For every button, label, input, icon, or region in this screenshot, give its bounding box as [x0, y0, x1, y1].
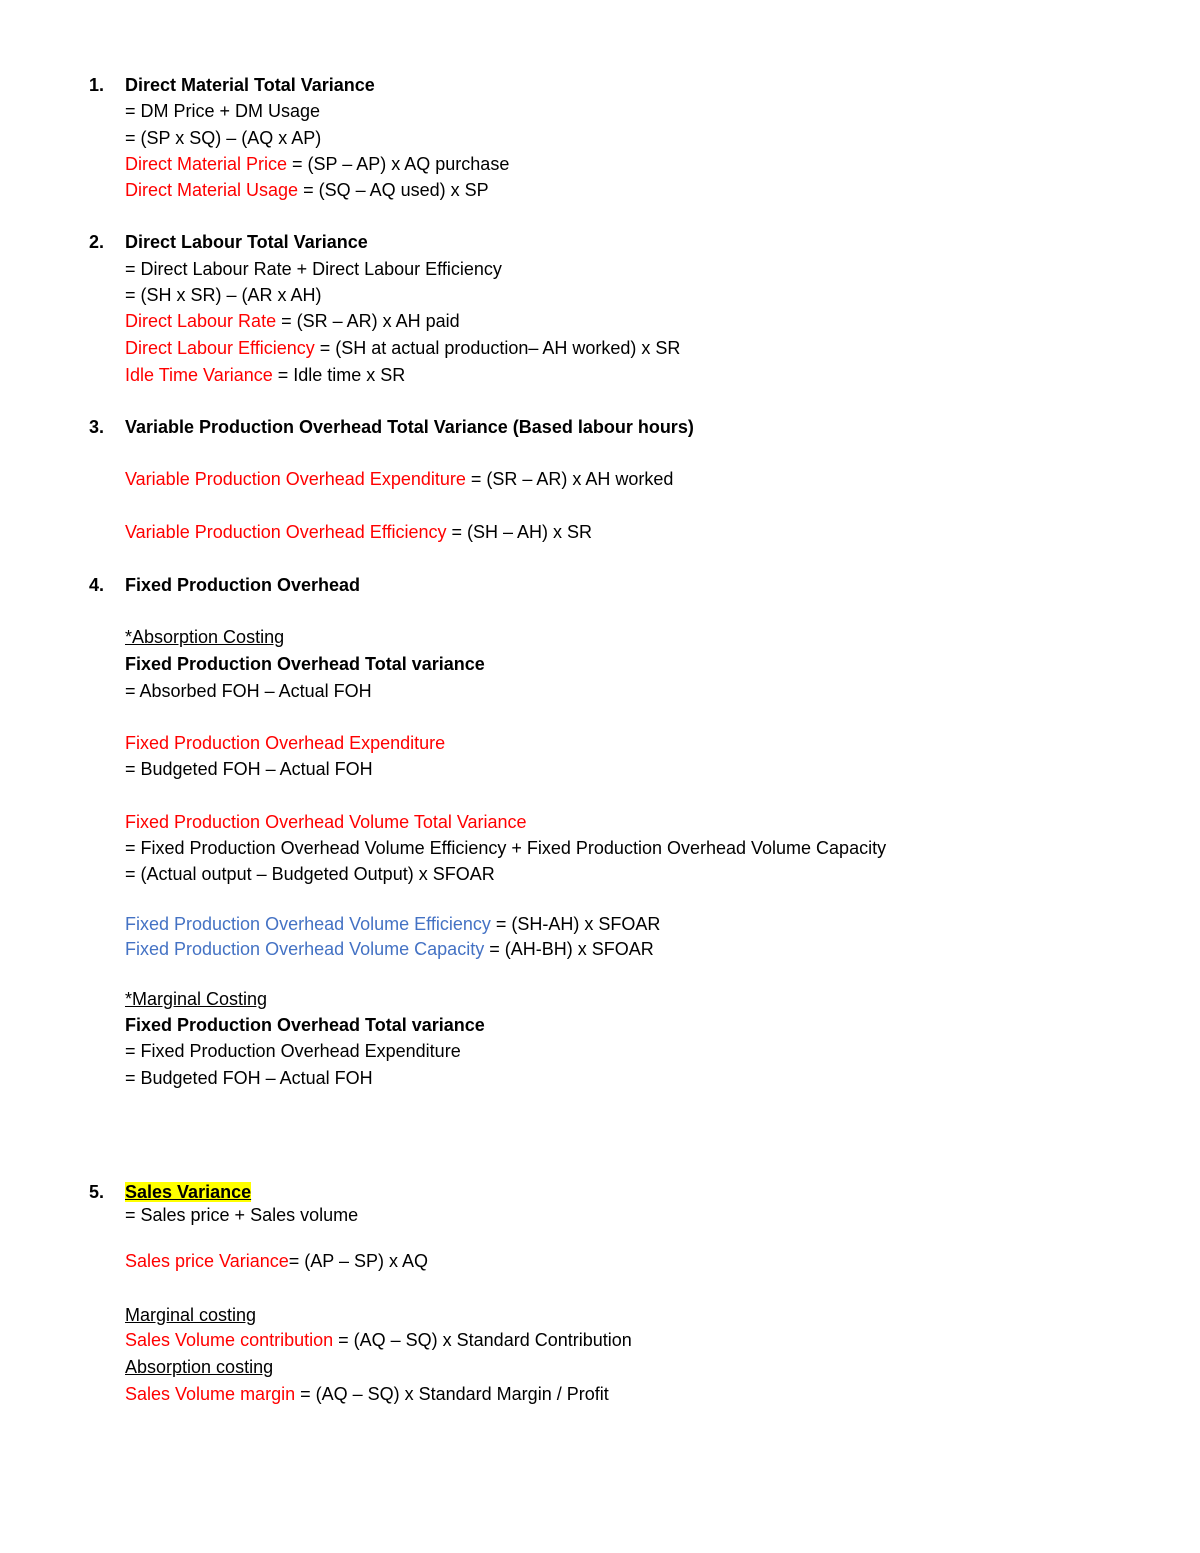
dl-rate-formula: = (SR – AR) x AH paid: [276, 311, 460, 331]
fpo-volume-formula-2: = (Actual output – Budgeted Output) x SFOAR: [125, 864, 495, 884]
fpo-volume-capacity-label: Fixed Production Overhead Volume Capacity: [125, 939, 485, 959]
s2-line-2: = (SH x SR) – (AR x AH): [125, 285, 322, 305]
s3-line-1: [125, 468, 673, 490]
s3-line-2: [125, 521, 592, 543]
section-5-title-line: [125, 1181, 251, 1203]
dm-price-label: Direct Material Price: [125, 154, 288, 174]
section-4-number: 4.: [89, 575, 105, 595]
fpo-volume-efficiency-line: [125, 913, 660, 935]
section-1-number: 1.: [89, 75, 105, 95]
dl-efficiency-label: Direct Labour Efficiency: [125, 338, 315, 358]
s2-line-3: [125, 310, 460, 332]
marginal-fpo-total-heading: Fixed Production Overhead Total variance: [125, 1015, 485, 1035]
sales-volume-margin-formula: = (AQ – SQ) x Standard Margin / Profit: [295, 1384, 609, 1404]
fpo-volume-total-label: Fixed Production Overhead Volume Total Variance: [125, 812, 527, 832]
absorption-costing-heading: *Absorption Costing: [125, 627, 285, 647]
fpo-expenditure-label: Fixed Production Overhead Expenditure: [125, 733, 446, 753]
s5-line-1: = Sales price + Sales volume: [125, 1205, 359, 1225]
fpo-total-variance-heading: Fixed Production Overhead Total variance: [125, 654, 485, 674]
marginal-fpo-formula-1: = Fixed Production Overhead Expenditure: [125, 1041, 461, 1061]
s1-line-2: = (SP x SQ) – (AQ x AP): [125, 128, 322, 148]
dm-price-formula: = (SP – AP) x AQ purchase: [287, 154, 510, 174]
s1-line-3: [125, 153, 509, 175]
fpo-volume-capacity-line: [125, 938, 654, 960]
s2-line-5: [125, 364, 405, 386]
sales-volume-contribution-line: [125, 1329, 632, 1351]
section-3-title: Variable Production Overhead Total Variance (Based labour hours): [125, 417, 694, 437]
vpo-efficiency-label: Variable Production Overhead Efficiency: [125, 522, 447, 542]
dl-efficiency-formula: = (SH at actual production– AH worked) x SR: [314, 338, 681, 358]
fpo-volume-efficiency-formula: = (SH-AH) x SFOAR: [490, 914, 661, 934]
idle-time-formula: = Idle time x SR: [272, 365, 406, 385]
sales-volume-contribution-formula: = (AQ – SQ) x Standard Contribution: [333, 1330, 632, 1350]
section-4-title: Fixed Production Overhead: [125, 575, 361, 595]
section-5-number: 5.: [89, 1182, 105, 1202]
marginal-costing-heading: *Marginal Costing: [125, 989, 268, 1009]
s1-line-1: = DM Price + DM Usage: [125, 101, 321, 121]
idle-time-label: Idle Time Variance: [125, 365, 273, 385]
fpo-expenditure-formula: = Budgeted FOH – Actual FOH: [125, 759, 373, 779]
s2-line-1: = Direct Labour Rate + Direct Labour Efficiency: [125, 259, 502, 279]
section-3-number: 3.: [89, 417, 105, 437]
vpo-efficiency-formula: = (SH – AH) x SR: [446, 522, 593, 542]
section-1-title: Direct Material Total Variance: [125, 75, 375, 95]
fpo-volume-efficiency-label: Fixed Production Overhead Volume Efficiency: [125, 914, 491, 934]
sales-price-formula: = (AP – SP) x AQ: [288, 1251, 428, 1271]
vpo-expenditure-formula: = (SR – AR) x AH worked: [465, 469, 674, 489]
dm-usage-formula: = (SQ – AQ used) x SP: [298, 180, 489, 200]
section-2-number: 2.: [89, 232, 105, 252]
sales-volume-contribution-label: Sales Volume contribution: [125, 1330, 334, 1350]
marginal-fpo-formula-2: = Budgeted FOH – Actual FOH: [125, 1068, 373, 1088]
sales-variance-title: Sales Variance: [125, 1182, 252, 1202]
fpo-volume-capacity-formula: = (AH-BH) x SFOAR: [484, 939, 654, 959]
marginal-costing-sales-heading: Marginal costing: [125, 1305, 257, 1325]
s1-line-4: [125, 179, 489, 201]
absorption-costing-sales-heading: Absorption costing: [125, 1357, 274, 1377]
dm-usage-label: Direct Material Usage: [125, 180, 299, 200]
sales-volume-margin-line: [125, 1383, 609, 1405]
dl-rate-label: Direct Labour Rate: [125, 311, 277, 331]
vpo-expenditure-label: Variable Production Overhead Expenditure: [125, 469, 466, 489]
section-2-title: Direct Labour Total Variance: [125, 232, 368, 252]
sales-price-line: [125, 1250, 428, 1272]
sales-price-label: Sales price Variance: [125, 1251, 289, 1271]
sales-volume-margin-label: Sales Volume margin: [125, 1384, 296, 1404]
s2-line-4: [125, 337, 680, 359]
fpo-total-formula: = Absorbed FOH – Actual FOH: [125, 681, 372, 701]
fpo-volume-formula-1: = Fixed Production Overhead Volume Efficiency + Fixed Production Overhead Volume Capacity: [125, 838, 887, 858]
